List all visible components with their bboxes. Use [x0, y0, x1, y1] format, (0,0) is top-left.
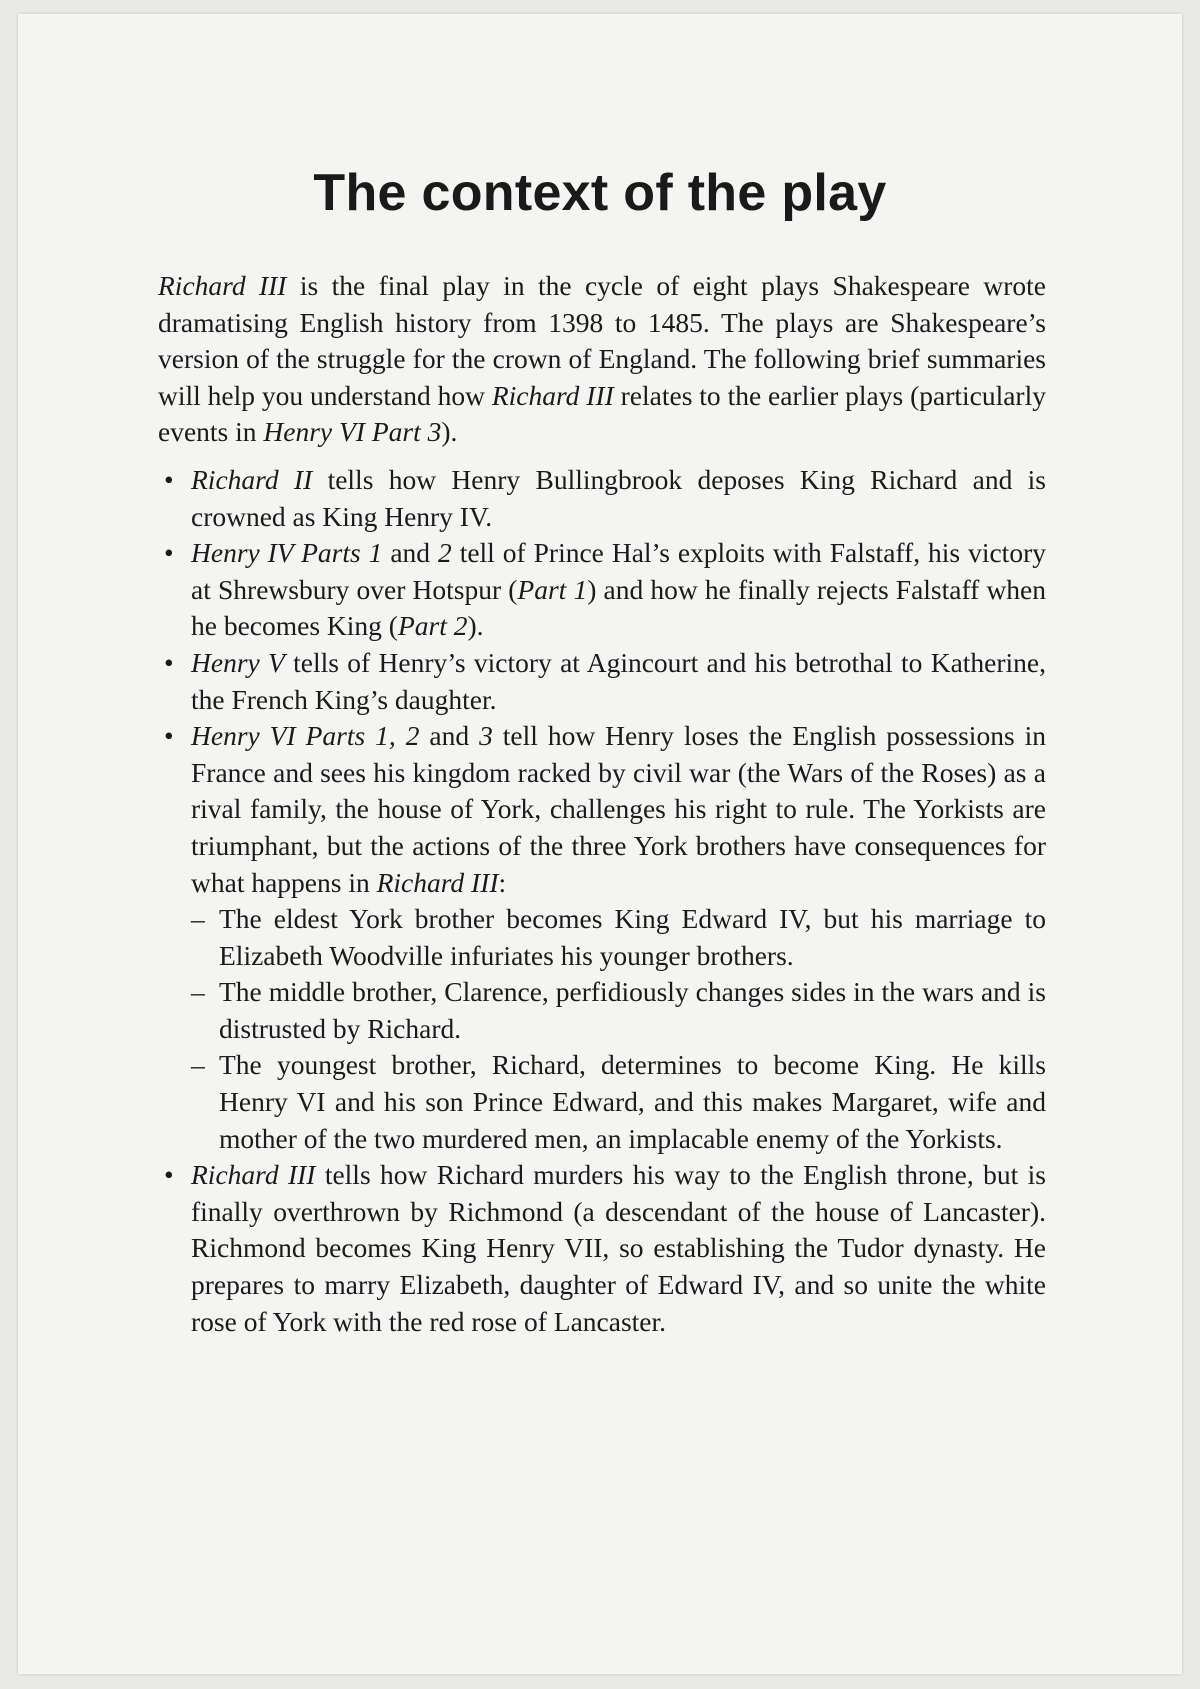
play-title: Richard III — [158, 270, 287, 301]
summary-text: and — [382, 537, 438, 569]
intro-text: is the final play in the cycle of eight plays Shakespeare wrote dramatising English history from 1398 to 1485. The plays are Shakespeare’s version of the struggle for the crown of England. The following brief summaries will help you understand how — [158, 270, 1046, 411]
play-summary-list — [158, 462, 1046, 1340]
sub-item-text: The eldest York brother becomes King Edward IV, but his marriage to Elizabeth Woodville infuriates his younger brothers. — [219, 903, 1046, 971]
dash-icon: – — [191, 903, 205, 935]
summary-text: tells of Henry’s victory at Agincourt and his betrothal to Katherine, the French King’s daughter. — [191, 646, 1047, 715]
play-title: Richard III — [376, 866, 499, 898]
bullet-icon: • — [164, 537, 174, 569]
sub-item-richard — [191, 1047, 1046, 1157]
york-brothers-list — [191, 901, 1046, 1157]
summary-text: tells how Henry Bullingbrook deposes King Richard and is crowned as King Henry IV. — [191, 463, 1046, 532]
dash-icon: – — [191, 976, 205, 1008]
summary-text: and — [419, 720, 480, 752]
body-text — [158, 268, 1046, 1340]
intro-text: ). — [441, 416, 458, 448]
summary-text: ). — [467, 610, 484, 642]
play-title: Henry V — [191, 646, 285, 678]
play-title: Richard II — [191, 463, 313, 495]
summary-text: ) and how he finally rejects Falstaff when he becomes King ( — [191, 573, 1047, 642]
bullet-icon: • — [164, 463, 174, 495]
sub-item-edward — [191, 901, 1046, 974]
sub-item-clarence — [191, 974, 1046, 1047]
play-title: Richard III — [191, 1159, 316, 1191]
play-title: Henry VI Parts 1, 2 — [191, 720, 420, 752]
play-title: Henry VI Part 3 — [263, 416, 442, 448]
play-title: Henry IV Parts 1 — [191, 537, 383, 569]
list-item-henry-v — [158, 645, 1046, 718]
summary-text: tell of Prince Hal’s exploits with Falstaff, his victory at Shrewsbury over Hotspur ( — [191, 537, 1046, 605]
dash-icon: – — [191, 1049, 205, 1081]
play-title: Richard III — [491, 379, 614, 411]
page-title: The context of the play — [313, 164, 887, 222]
sub-item-text: The middle brother, Clarence, perfidiously changes sides in the wars and is distrusted by Richard. — [219, 976, 1046, 1044]
list-item-richard-ii — [158, 462, 1046, 535]
summary-text: tells how Richard murders his way to the English throne, but is finally overthrown by Richmond (a descendant of the house of Lancaster). Richmond becomes King Henry VII, so establishing the Tudor dynasty. He prepares to marry Elizabeth, daughter of Edward IV, and so unite the white rose of York with the red rose of Lancaster. — [191, 1159, 1046, 1337]
list-item-henry-iv — [158, 535, 1046, 645]
intro-text: relates to the earlier plays (particularly events in — [158, 379, 1046, 448]
summary-text: : — [498, 866, 507, 898]
list-item-henry-vi — [158, 718, 1046, 1157]
bullet-icon: • — [164, 646, 174, 678]
list-item-richard-iii — [158, 1157, 1046, 1340]
bullet-icon: • — [164, 1159, 174, 1191]
intro-paragraph — [158, 268, 1046, 451]
book-page — [18, 14, 1182, 1674]
play-title: Part 2 — [397, 610, 468, 642]
play-title: 2 — [438, 537, 452, 569]
summary-text: tell how Henry loses the English possessions in France and sees his kingdom racked by civil war (the Wars of the Roses) as a rival family, the house of York, challenges his right to rule. The Yorkists are triumphant, but the actions of the three York brothers have consequences for what happens in — [191, 720, 1046, 898]
play-title: 3 — [479, 720, 493, 752]
bullet-icon: • — [164, 720, 174, 752]
play-title: Part 1 — [517, 573, 588, 605]
sub-item-text: The youngest brother, Richard, determines to become King. He kills Henry VI and his son Prince Edward, and this makes Margaret, wife and mother of the two murdered men, an implacable enemy of the Yorkists. — [219, 1049, 1046, 1154]
